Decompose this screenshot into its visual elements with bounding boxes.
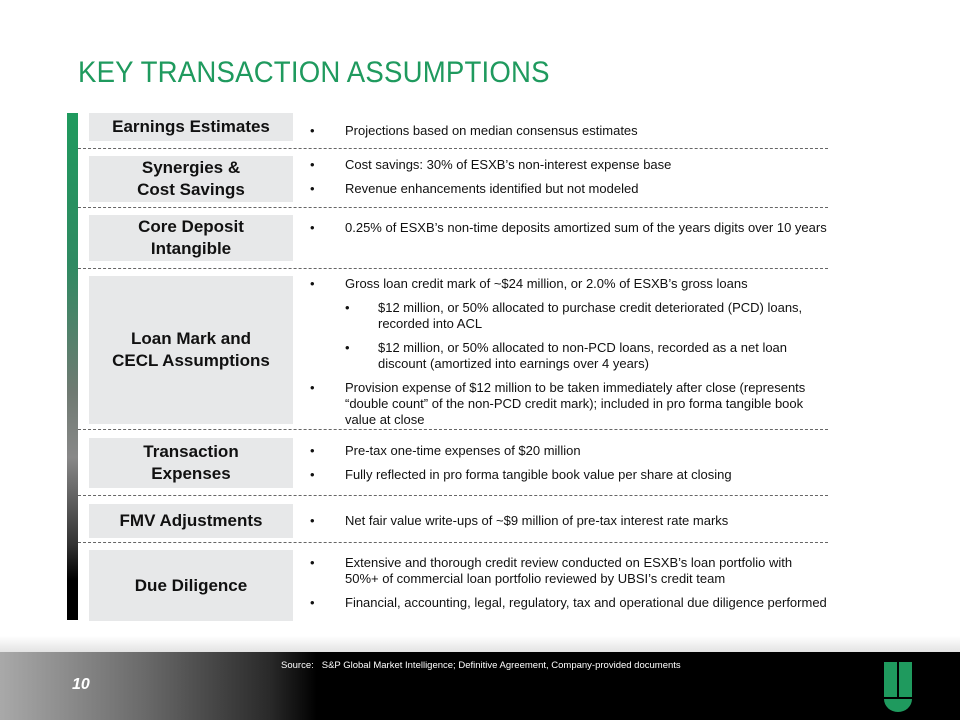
page-number: 10: [72, 676, 90, 693]
section-gradient-bar: [67, 113, 78, 620]
row-divider: [78, 429, 828, 430]
row-bullets: [308, 157, 828, 205]
row-earnings-estimates: [78, 113, 828, 145]
row-divider: [78, 207, 828, 208]
row-bullets: [308, 276, 828, 436]
row-bullets: [308, 443, 828, 491]
bullet-item: • Projections based on median consensus estimates: [308, 123, 828, 139]
row-label: Due Diligence: [89, 550, 293, 621]
row-label: Transaction Expenses: [89, 438, 293, 488]
row-label: Core Deposit Intangible: [89, 215, 293, 261]
row-label: Loan Mark and CECL Assumptions: [89, 276, 293, 424]
row-label: Synergies & Cost Savings: [89, 156, 293, 202]
source-note: [281, 660, 681, 671]
page-title: KEY TRANSACTION ASSUMPTIONS: [78, 56, 550, 89]
row-divider: [78, 542, 828, 543]
bullet-item: • Pre-tax one-time expenses of $20 million: [308, 443, 828, 459]
bank-logo-icon: [884, 662, 912, 712]
source-label: Source:: [281, 660, 314, 671]
bullet-item: • Extensive and thorough credit review conducted on ESXB’s loan portfolio with 50%+ of commercial loan portfolio reviewed by UBSI’s credit team: [308, 555, 828, 587]
bullet-item: • Fully reflected in pro forma tangible book value per share at closing: [308, 467, 828, 483]
row-label: FMV Adjustments: [89, 504, 293, 538]
footer-separator: [0, 636, 960, 652]
bullet-item: • Net fair value write-ups of ~$9 million of pre-tax interest rate marks: [308, 513, 828, 529]
bullet-item: • Revenue enhancements identified but not modeled: [308, 181, 828, 197]
bullet-item: • Gross loan credit mark of ~$24 million, or 2.0% of ESXB’s gross loans: [308, 276, 828, 292]
bullet-item: • 0.25% of ESXB’s non-time deposits amortized sum of the years digits over 10 years: [308, 220, 828, 236]
row-bullets: [308, 123, 828, 147]
row-divider: [78, 148, 828, 149]
row-bullets: [308, 555, 828, 619]
row-divider: [78, 495, 828, 496]
bullet-item: • Cost savings: 30% of ESXB’s non-interest expense base: [308, 157, 828, 173]
source-text: S&P Global Market Intelligence; Definitive Agreement, Company-provided documents: [321, 660, 681, 671]
row-bullets: [308, 220, 828, 244]
sub-bullet-item: • $12 million, or 50% allocated to purchase credit deteriorated (PCD) loans, recorded into ACL: [308, 300, 828, 332]
row-label: Earnings Estimates: [89, 113, 293, 141]
bullet-item: • Financial, accounting, legal, regulatory, tax and operational due diligence performed: [308, 595, 828, 611]
row-divider: [78, 268, 828, 269]
row-bullets: [308, 513, 828, 537]
bullet-item: • Provision expense of $12 million to be taken immediately after close (represents “double count” of the non-PCD credit mark); included in pro forma tangible book value at close: [308, 380, 828, 428]
sub-bullet-item: • $12 million, or 50% allocated to non-PCD loans, recorded as a net loan discount (amortized into earnings over 4 years): [308, 340, 828, 372]
